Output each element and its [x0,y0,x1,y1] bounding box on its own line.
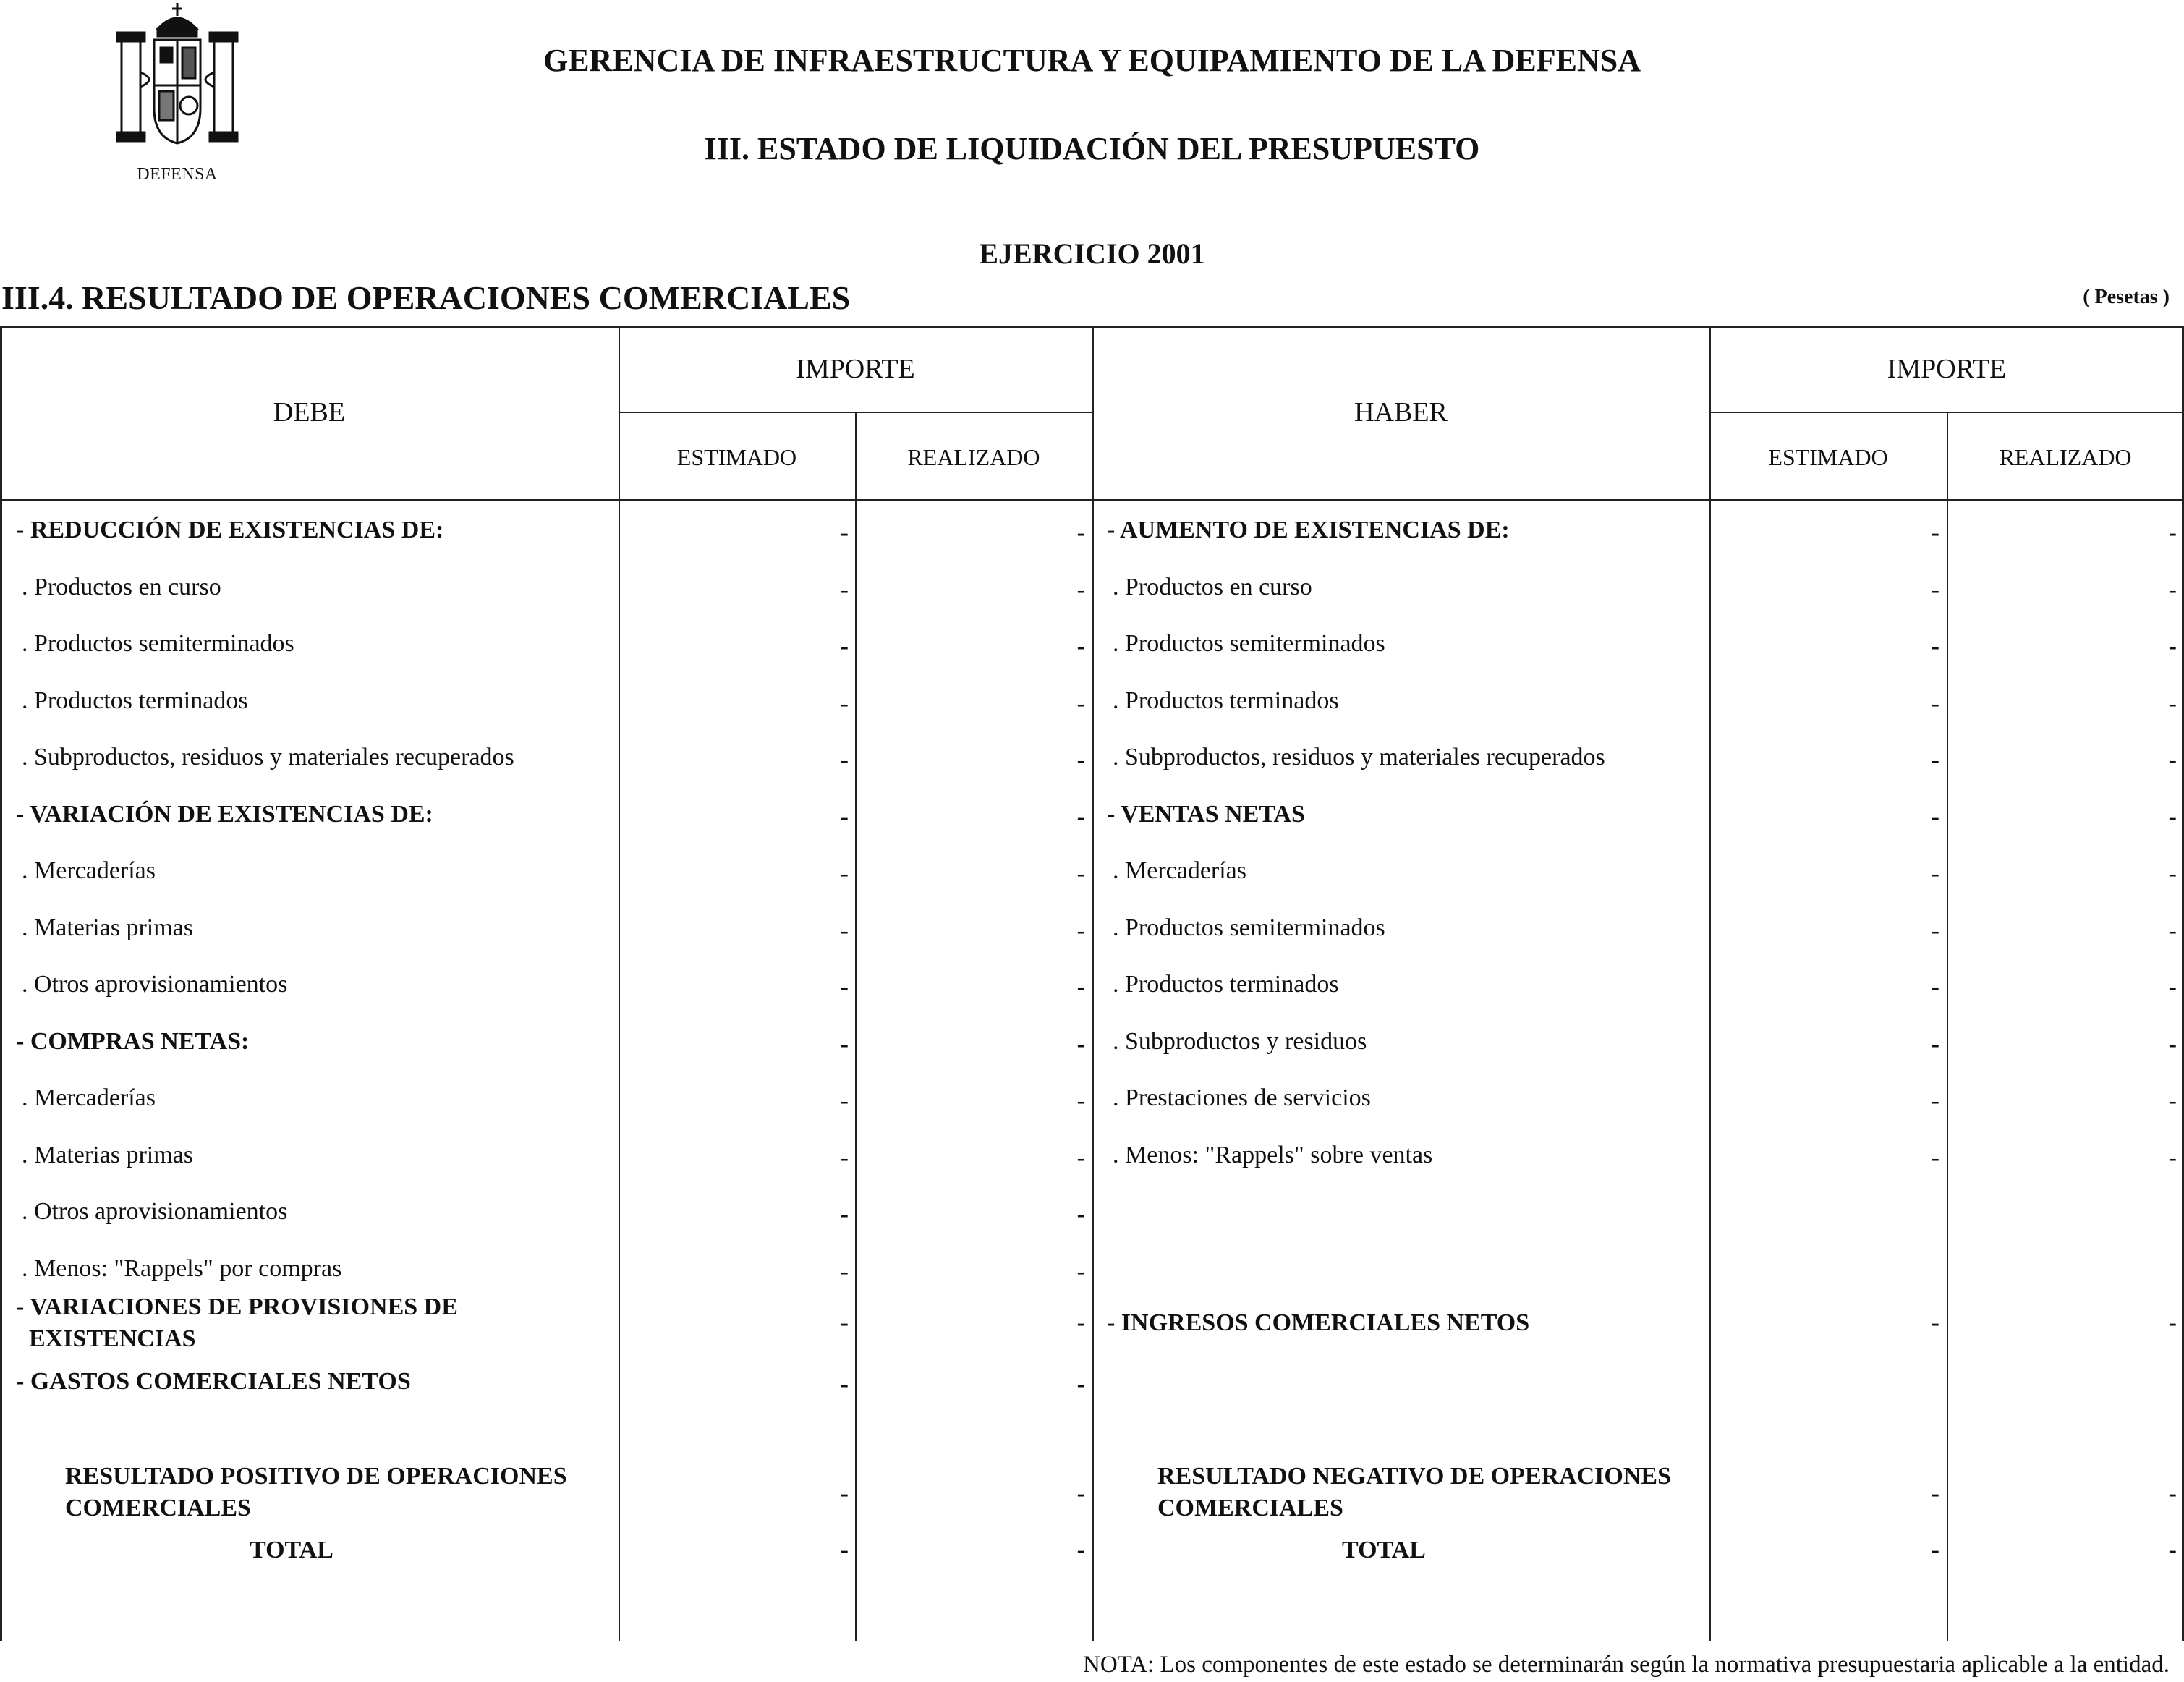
resultado-positivo-realizado: - [1076,1480,1085,1507]
debe-estimado-value: - [840,860,849,887]
var-prov-realizado: - [1076,1309,1085,1336]
debe-concept: . Productos en curso [22,574,221,600]
haber-concept: . Productos terminados [1113,687,1339,714]
table-row [0,1027,2184,1057]
debe-realizado-value: - [1076,577,1085,603]
total-debe-realizado: - [1076,1537,1085,1563]
haber-realizado-value: - [2168,974,2177,1001]
haber-estimado-value: - [1931,974,1939,1001]
haber-concept: . Productos terminados [1113,971,1339,998]
debe-estimado-value: - [840,747,849,773]
var-prov-estimado: - [840,1309,849,1336]
logo-caption: DEFENSA [137,165,218,184]
resultado-negativo-label-1: RESULTADO NEGATIVO DE OPERACIONES [1157,1463,1671,1490]
resultado-negativo-estimado: - [1931,1480,1939,1507]
haber-concept: . Prestaciones de servicios [1113,1084,1371,1111]
debe-estimado-value: - [840,633,849,660]
haber-realizado-value: - [2168,1087,2177,1114]
var-prov-label-2: EXISTENCIAS [29,1325,196,1352]
estimado-header-right: ESTIMADO [1768,444,1888,470]
estimado-header-left: ESTIMADO [676,444,797,470]
haber-realizado-value: - [2168,917,2177,944]
importe-left-divider [619,412,1092,413]
table-row-total [0,1535,2184,1566]
total-label-debe: TOTAL [250,1537,333,1563]
haber-estimado-value: - [1931,860,1939,887]
haber-estimado-value: - [1931,1087,1939,1114]
debe-concept: . Productos semiterminados [22,630,294,657]
resultado-positivo-estimado: - [840,1480,849,1507]
table-row [0,1367,2184,1397]
debe-estimado-value: - [840,917,849,944]
haber-estimado-value: - [1931,519,1939,546]
table-row [0,1140,2184,1171]
table-top-border [0,326,2184,328]
total-label-haber: TOTAL [1342,1537,1426,1563]
haber-header: HABER [1354,397,1448,428]
haber-estimado-value: - [1931,633,1939,660]
debe-realizado-value: - [1076,1087,1085,1114]
table-row [0,1292,2184,1357]
debe-estimado-value: - [840,1087,849,1114]
entity-title: GERENCIA DE INFRAESTRUCTURA Y EQUIPAMIENTO DE LA DEFENSA [543,43,1641,78]
debe-estimado-value: - [840,519,849,546]
importe-right-divider [1709,412,2184,413]
gastos-estimado: - [840,1371,849,1398]
section-title: III.4. RESULTADO DE OPERACIONES COMERCIALES [1,279,851,316]
haber-realizado-value: - [2168,577,2177,603]
total-haber-realizado: - [2168,1537,2177,1563]
haber-realizado-value: - [2168,860,2177,887]
table-row [0,856,2184,886]
fiscal-year: EJERCICIO 2001 [979,237,1205,270]
gastos-realizado: - [1076,1371,1085,1398]
ingresos-label: - INGRESOS COMERCIALES NETOS [1107,1309,1530,1336]
statement-title: III. ESTADO DE LIQUIDACIÓN DEL PRESUPUESTO [704,131,1480,166]
haber-realizado-value: - [2168,633,2177,660]
haber-estimado-value: - [1931,1144,1939,1171]
debe-realizado-value: - [1076,917,1085,944]
haber-realizado-value: - [2168,804,2177,831]
debe-concept: . Mercaderías [22,857,156,884]
resultado-negativo-label-2: COMERCIALES [1157,1495,1343,1521]
haber-concept: - AUMENTO DE EXISTENCIAS DE: [1107,517,1510,543]
debe-concept: . Otros aprovisionamientos [22,1198,288,1225]
debe-estimado-value: - [840,690,849,717]
debe-estimado-value: - [840,974,849,1001]
debe-realizado-value: - [1076,747,1085,773]
debe-realizado-value: - [1076,974,1085,1001]
haber-estimado-value: - [1931,917,1939,944]
debe-concept: . Materias primas [22,914,193,941]
realizado-header-left: REALIZADO [907,444,1040,470]
ingresos-estimado: - [1931,1309,1939,1336]
realizado-header-right: REALIZADO [1999,444,2132,470]
debe-realizado-value: - [1076,1031,1085,1058]
debe-estimado-value: - [840,577,849,603]
debe-concept: . Materias primas [22,1142,193,1168]
haber-concept: . Mercaderías [1113,857,1247,884]
debe-concept: . Mercaderías [22,1084,156,1111]
importe-header-left: IMPORTE [796,354,915,384]
debe-realizado-value: - [1076,1201,1085,1228]
debe-concept: . Menos: "Rappels" por compras [22,1255,342,1282]
table-row [0,799,2184,830]
haber-realizado-value: - [2168,1144,2177,1171]
table-row [0,1461,2184,1526]
debe-concept: - VARIACIÓN DE EXISTENCIAS DE: [16,801,433,828]
table-row [0,515,2184,545]
haber-realizado-value: - [2168,747,2177,773]
debe-estimado-value: - [840,1031,849,1058]
haber-concept: - VENTAS NETAS [1107,801,1305,828]
table-row [0,686,2184,716]
table-row [0,1083,2184,1113]
total-debe-estimado: - [840,1537,849,1563]
haber-concept: . Menos: "Rappels" sobre ventas [1113,1142,1433,1168]
table-row [0,913,2184,943]
gastos-label: - GASTOS COMERCIALES NETOS [16,1368,411,1395]
debe-realizado-value: - [1076,1258,1085,1285]
debe-realizado-value: - [1076,860,1085,887]
total-haber-estimado: - [1931,1537,1939,1563]
haber-realizado-value: - [2168,519,2177,546]
debe-concept: . Otros aprovisionamientos [22,971,288,998]
debe-realizado-value: - [1076,804,1085,831]
debe-realizado-value: - [1076,519,1085,546]
haber-estimado-value: - [1931,577,1939,603]
resultado-positivo-label-1: RESULTADO POSITIVO DE OPERACIONES [65,1463,567,1490]
debe-realizado-value: - [1076,633,1085,660]
table-header-border [0,499,2184,501]
haber-estimado-value: - [1931,747,1939,773]
footer-note: NOTA: Los componentes de este estado se determinarán según la normativa presupuestaria aplicable a la entidad. [1083,1652,2170,1678]
haber-concept: . Productos semiterminados [1113,914,1385,941]
haber-estimado-value: - [1931,690,1939,717]
debe-realizado-value: - [1076,690,1085,717]
haber-concept: . Subproductos, residuos y materiales recuperados [1113,744,1605,770]
table-row [0,742,2184,773]
haber-estimado-value: - [1931,804,1939,831]
currency-label: ( Pesetas ) [2083,286,2170,308]
haber-realizado-value: - [2168,690,2177,717]
debe-concept: . Subproductos, residuos y materiales recuperados [22,744,514,770]
haber-realizado-value: - [2168,1031,2177,1058]
resultado-negativo-realizado: - [2168,1480,2177,1507]
table-row [0,572,2184,603]
debe-realizado-value: - [1076,1144,1085,1171]
resultado-positivo-label-2: COMERCIALES [65,1495,251,1521]
debe-estimado-value: - [840,1201,849,1228]
haber-concept: . Subproductos y residuos [1113,1028,1367,1055]
table-row [0,969,2184,1000]
haber-estimado-value: - [1931,1031,1939,1058]
importe-header-right: IMPORTE [1887,354,2007,384]
debe-estimado-value: - [840,1258,849,1285]
debe-concept: - COMPRAS NETAS: [16,1028,250,1055]
debe-estimado-value: - [840,1144,849,1171]
ingresos-realizado: - [2168,1309,2177,1336]
debe-estimado-value: - [840,804,849,831]
debe-concept: . Productos terminados [22,687,248,714]
debe-concept: - REDUCCIÓN DE EXISTENCIAS DE: [16,517,444,543]
table-row [0,1254,2184,1284]
table-row [0,629,2184,659]
haber-concept: . Productos semiterminados [1113,630,1385,657]
haber-concept: . Productos en curso [1113,574,1312,600]
table-row [0,1197,2184,1227]
debe-header: DEBE [273,397,346,428]
var-prov-label-1: - VARIACIONES DE PROVISIONES DE [16,1294,458,1320]
